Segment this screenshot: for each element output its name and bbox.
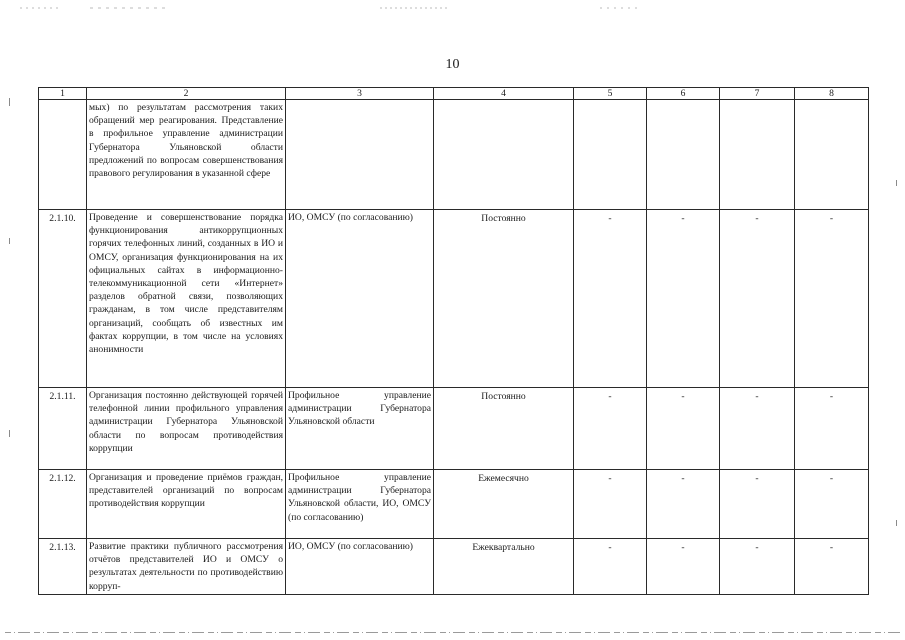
page-number: 10 (445, 57, 460, 72)
scan-speck (896, 520, 897, 526)
responsible-text: ИО, ОМСУ (по согласованию) (286, 539, 434, 595)
cell-value (574, 100, 647, 210)
period-text (434, 100, 574, 210)
cell-value: - (574, 539, 647, 595)
column-header: 6 (647, 88, 720, 100)
scan-speck (9, 430, 10, 437)
period-text: Постоянно (434, 388, 574, 470)
period-text: Постоянно (434, 210, 574, 388)
table-row (39, 100, 869, 210)
scan-speck (896, 180, 897, 186)
responsible-text: ИО, ОМСУ (по согласованию) (286, 210, 434, 388)
measures-table (38, 87, 869, 595)
table-row (39, 539, 869, 595)
scan-noise-bottom (0, 631, 905, 634)
column-header: 5 (574, 88, 647, 100)
period-text: Ежемесячно (434, 470, 574, 539)
cell-value: - (720, 539, 795, 595)
row-number: 2.1.13. (39, 539, 87, 595)
scan-speck (9, 98, 10, 106)
cell-value: - (795, 210, 869, 388)
cell-value: - (720, 210, 795, 388)
period-text: Ежеквартально (434, 539, 574, 595)
cell-value: - (647, 210, 720, 388)
row-number: 2.1.10. (39, 210, 87, 388)
cell-value: - (720, 388, 795, 470)
cell-value (647, 100, 720, 210)
measure-text: Развитие практики публичного рассмотрения отчётов представителей ИО и ОМСУ о результатах деятельности по противодействию корруп- (87, 539, 286, 595)
cell-value: - (574, 470, 647, 539)
table-row (39, 470, 869, 539)
cell-value: - (647, 539, 720, 595)
table-header-row (39, 88, 869, 100)
cell-value: - (795, 470, 869, 539)
column-header: 2 (87, 88, 286, 100)
cell-value: - (647, 470, 720, 539)
cell-value: - (795, 539, 869, 595)
scan-speck (9, 238, 10, 244)
column-header: 4 (434, 88, 574, 100)
column-header: 3 (286, 88, 434, 100)
table-row (39, 388, 869, 470)
table-row (39, 210, 869, 388)
cell-value: - (647, 388, 720, 470)
cell-value: - (574, 210, 647, 388)
measure-text: Проведение и совершенствование порядка функционирования антикоррупционных горячих телефонных линий, созданных в ИО и ОМСУ, организация функционирования на их официальных сайтах в информационно-телекоммуникационной сети «Интернет» разделов обратной связи, позволяющих гражданам, в том числе представителям организаций, сообщать об известных им фактах коррупции, в том числе на условиях анонимности (87, 210, 286, 388)
cell-value (720, 100, 795, 210)
column-header: 7 (720, 88, 795, 100)
cell-value (795, 100, 869, 210)
row-number: 2.1.11. (39, 388, 87, 470)
cell-value: - (720, 470, 795, 539)
measure-text: Организация и проведение приёмов граждан, представителей организаций по вопросам противодействия коррупции (87, 470, 286, 539)
scan-noise-top (0, 7, 905, 9)
column-header: 1 (39, 88, 87, 100)
responsible-text: Профильное управление администрации Губернатора Ульяновской области, ИО, ОМСУ (по согласованию) (286, 470, 434, 539)
measure-text: мых) по результатам рассмотрения таких обращений мер реагирования. Представление в профильное управление администрации Губернатора Ульяновской области предложений по вопросам совершенствования правового регулирования в указанной сфере (87, 100, 286, 210)
row-number (39, 100, 87, 210)
responsible-text: Профильное управление администрации Губернатора Ульяновской области (286, 388, 434, 470)
cell-value: - (795, 388, 869, 470)
responsible-text (286, 100, 434, 210)
column-header: 8 (795, 88, 869, 100)
row-number: 2.1.12. (39, 470, 87, 539)
cell-value: - (574, 388, 647, 470)
measure-text: Организация постоянно действующей горячей телефонной линии профильного управления администрации Губернатора Ульяновской области по вопросам противодействия коррупции (87, 388, 286, 470)
